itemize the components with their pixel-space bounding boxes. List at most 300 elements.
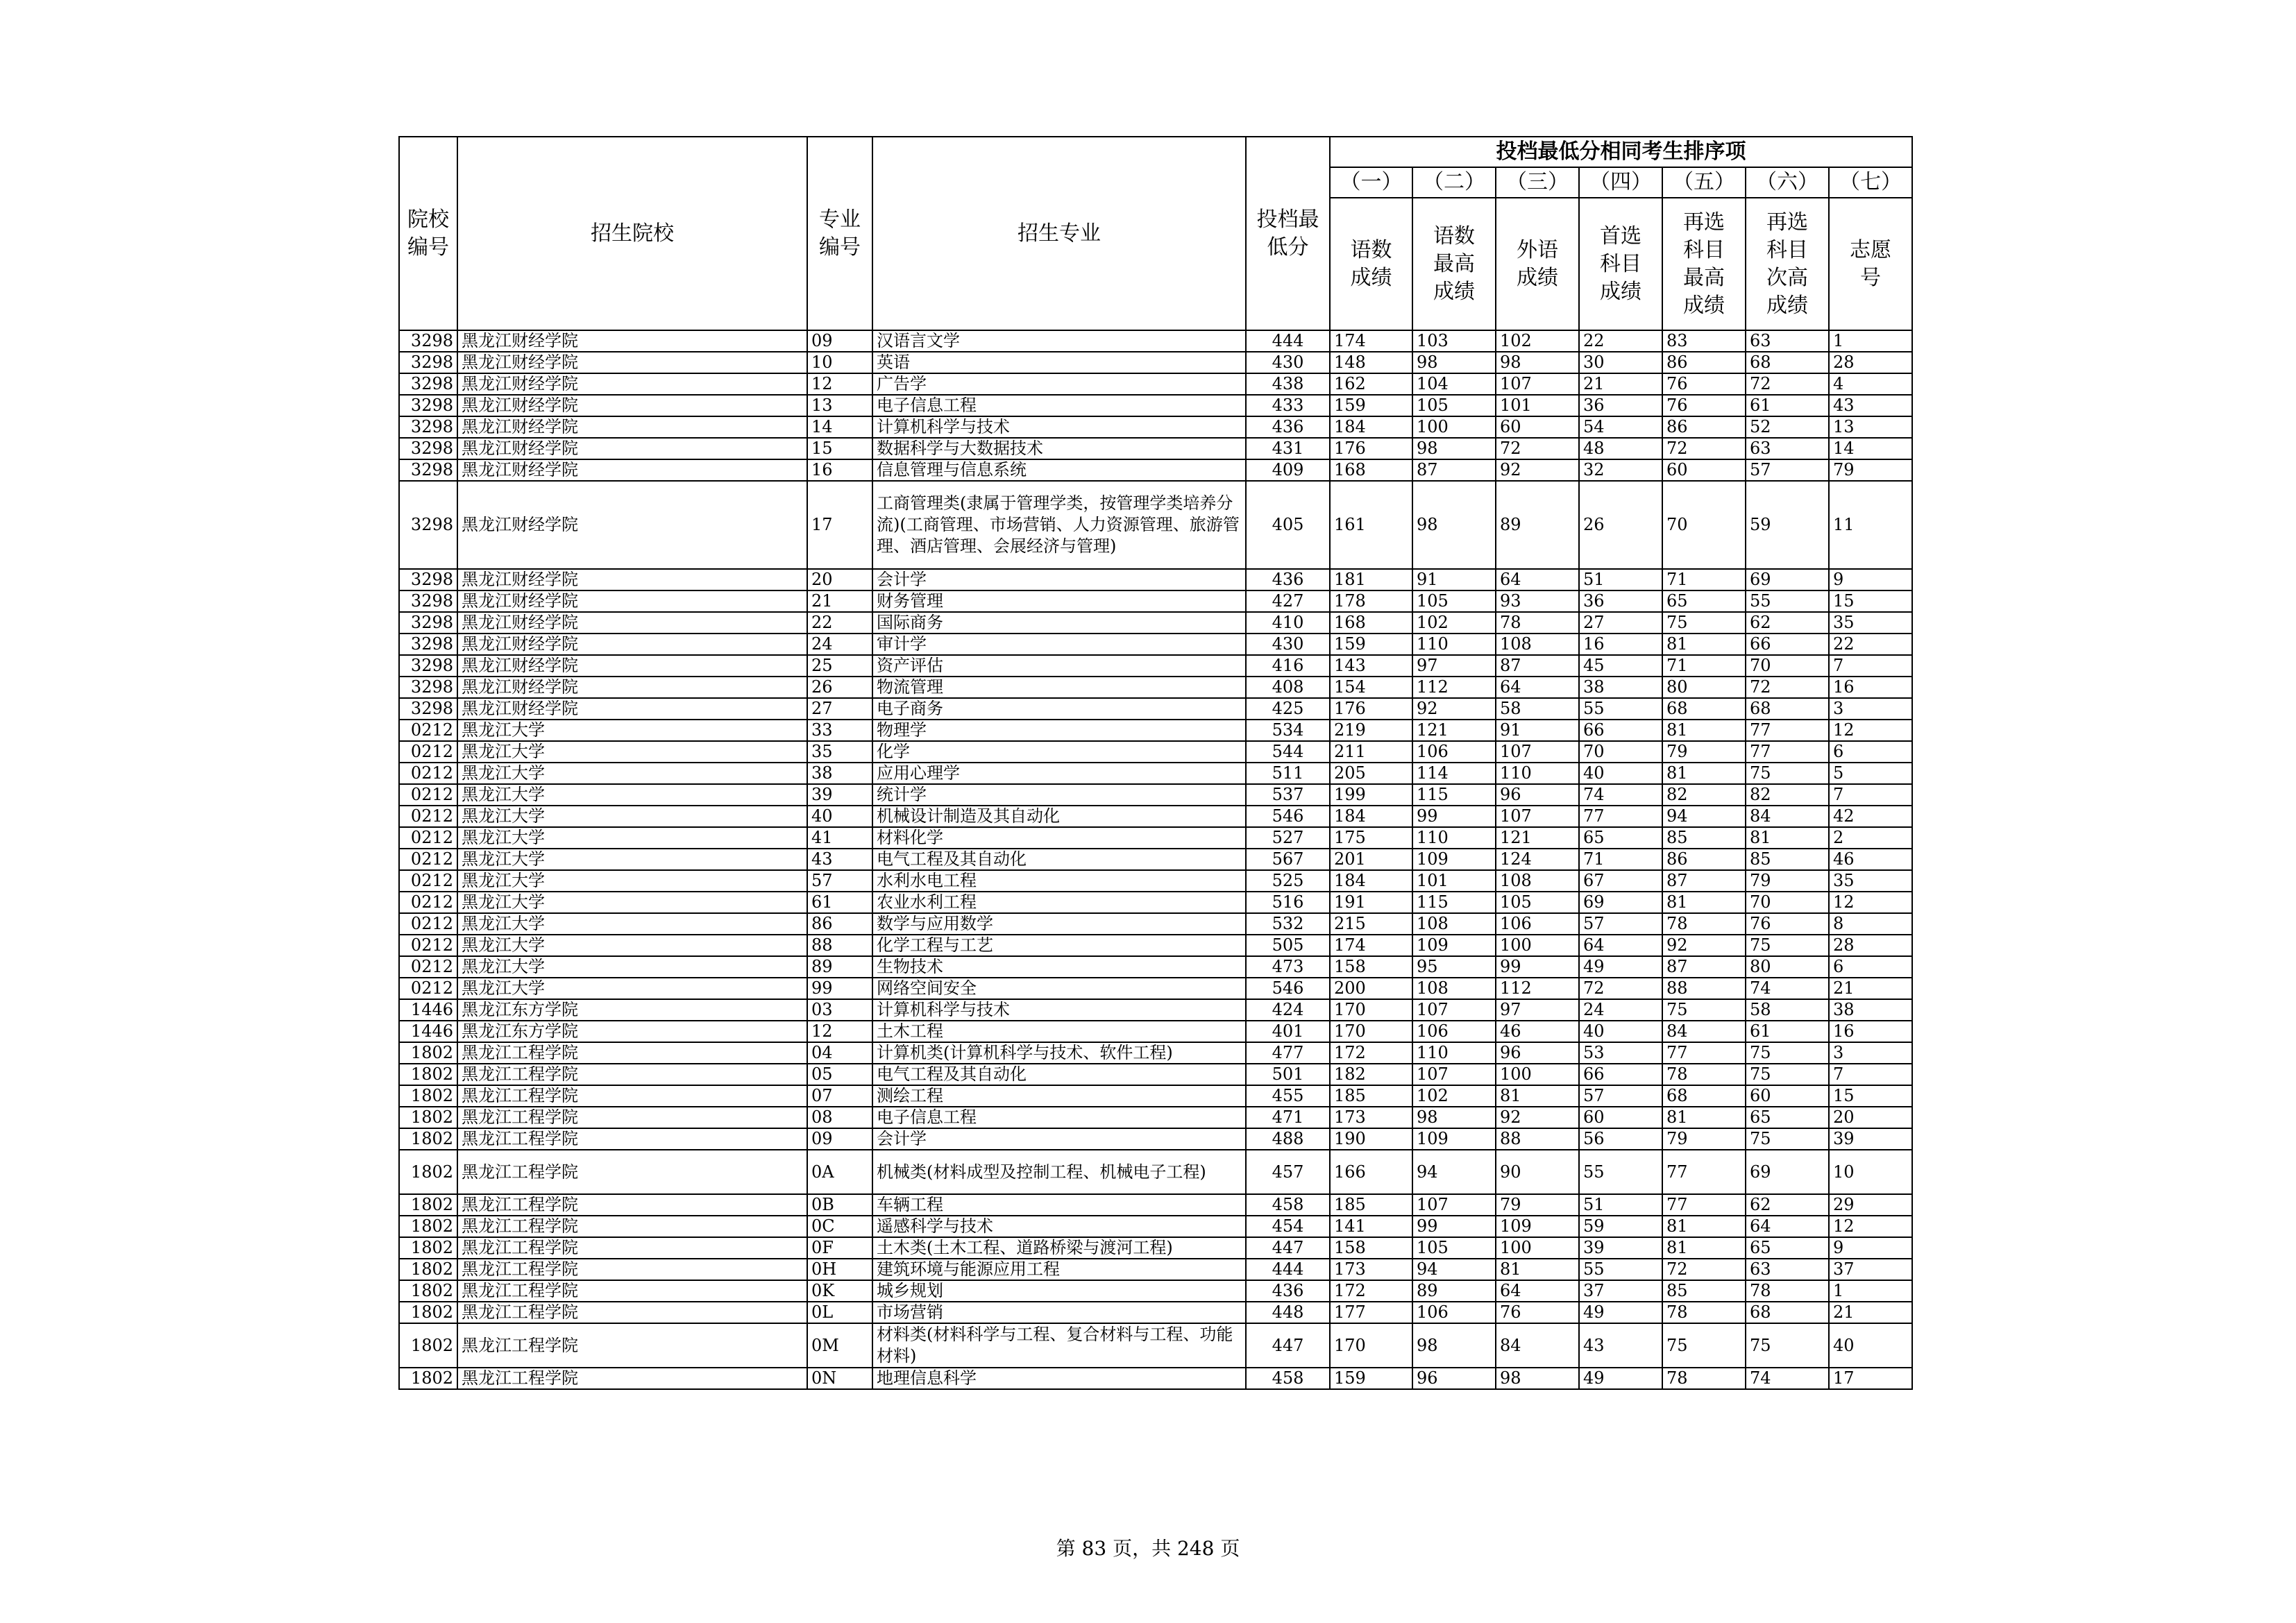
cell-school-name: 黑龙江大学: [457, 827, 807, 849]
cell-min-score: 405: [1246, 481, 1330, 569]
cell-min-score: 505: [1246, 935, 1330, 956]
cell-second-subject-max: 81: [1662, 763, 1746, 784]
cell-second-subject-max: 71: [1662, 569, 1746, 590]
cell-min-score: 424: [1246, 999, 1330, 1021]
cell-second-subject-max: 84: [1662, 1021, 1746, 1042]
cell-wish-no: 12: [1829, 720, 1912, 741]
cell-major-code: 0K: [807, 1280, 872, 1302]
cell-first-subject: 54: [1579, 416, 1662, 438]
cell-wish-no: 40: [1829, 1323, 1912, 1368]
cell-second-subject-max: 82: [1662, 784, 1746, 806]
table-row: [399, 330, 1912, 352]
cell-second-subject-next: 62: [1746, 612, 1829, 634]
cell-chinese-math: 143: [1330, 655, 1412, 677]
cell-chinese-math-max: 114: [1412, 763, 1496, 784]
cell-min-score: 457: [1246, 1150, 1330, 1194]
cell-school-name: 黑龙江财经学院: [457, 569, 807, 590]
cell-major-code: 14: [807, 416, 872, 438]
cell-major-code: 17: [807, 481, 872, 569]
cell-first-subject: 37: [1579, 1280, 1662, 1302]
cell-first-subject: 57: [1579, 1085, 1662, 1107]
cell-school-name: 黑龙江大学: [457, 978, 807, 999]
cell-wish-no: 39: [1829, 1128, 1912, 1150]
table-row: [399, 1150, 1912, 1194]
header-tiebreak-order-5: （五）: [1662, 167, 1746, 198]
table-row: [399, 1280, 1912, 1302]
cell-chinese-math: 205: [1330, 763, 1412, 784]
cell-min-score: 447: [1246, 1323, 1330, 1368]
cell-wish-no: 42: [1829, 806, 1912, 827]
cell-foreign-lang: 112: [1496, 978, 1579, 999]
cell-second-subject-next: 65: [1746, 1237, 1829, 1259]
cell-school-name: 黑龙江工程学院: [457, 1259, 807, 1280]
cell-second-subject-max: 79: [1662, 741, 1746, 763]
cell-school-name: 黑龙江财经学院: [457, 634, 807, 655]
cell-major-code: 86: [807, 913, 872, 935]
table-row: [399, 655, 1912, 677]
header-tiebreak-item-3: 外语成绩: [1496, 198, 1579, 330]
cell-chinese-math-max: 91: [1412, 569, 1496, 590]
cell-major-name: 材料类(材料科学与工程、复合材料与工程、功能材料): [872, 1323, 1246, 1368]
cell-major-name: 数学与应用数学: [872, 913, 1246, 935]
cell-wish-no: 11: [1829, 481, 1912, 569]
cell-major-code: 0M: [807, 1323, 872, 1368]
cell-first-subject: 55: [1579, 1150, 1662, 1194]
cell-second-subject-next: 75: [1746, 1042, 1829, 1064]
cell-min-score: 532: [1246, 913, 1330, 935]
cell-first-subject: 74: [1579, 784, 1662, 806]
cell-chinese-math-max: 99: [1412, 1216, 1496, 1237]
cell-foreign-lang: 97: [1496, 999, 1579, 1021]
cell-major-code: 38: [807, 763, 872, 784]
cell-min-score: 546: [1246, 806, 1330, 827]
header-tiebreak-order-1: （一）: [1330, 167, 1412, 198]
cell-school-name: 黑龙江大学: [457, 892, 807, 913]
cell-chinese-math: 170: [1330, 1323, 1412, 1368]
cell-major-code: 09: [807, 330, 872, 352]
header-min-score: 投档最低分: [1246, 137, 1330, 330]
cell-min-score: 473: [1246, 956, 1330, 978]
cell-school-code: 1802: [399, 1259, 457, 1280]
cell-major-name: 计算机类(计算机科学与技术、软件工程): [872, 1042, 1246, 1064]
cell-chinese-math: 170: [1330, 1021, 1412, 1042]
cell-first-subject: 55: [1579, 1259, 1662, 1280]
cell-school-name: 黑龙江工程学院: [457, 1368, 807, 1389]
cell-major-name: 应用心理学: [872, 763, 1246, 784]
cell-major-code: 99: [807, 978, 872, 999]
cell-second-subject-next: 74: [1746, 978, 1829, 999]
cell-second-subject-next: 81: [1746, 827, 1829, 849]
cell-chinese-math-max: 107: [1412, 999, 1496, 1021]
cell-chinese-math-max: 108: [1412, 913, 1496, 935]
cell-second-subject-next: 70: [1746, 892, 1829, 913]
cell-school-name: 黑龙江工程学院: [457, 1280, 807, 1302]
cell-wish-no: 9: [1829, 569, 1912, 590]
header-tiebreak-item-5: 再选科目最高成绩: [1662, 198, 1746, 330]
table-row: [399, 634, 1912, 655]
cell-second-subject-next: 65: [1746, 1107, 1829, 1128]
cell-major-name: 国际商务: [872, 612, 1246, 634]
cell-second-subject-max: 79: [1662, 1128, 1746, 1150]
cell-first-subject: 71: [1579, 849, 1662, 870]
cell-major-name: 统计学: [872, 784, 1246, 806]
cell-min-score: 436: [1246, 416, 1330, 438]
cell-wish-no: 35: [1829, 612, 1912, 634]
cell-chinese-math: 159: [1330, 1368, 1412, 1389]
cell-wish-no: 3: [1829, 1042, 1912, 1064]
cell-min-score: 409: [1246, 459, 1330, 481]
cell-foreign-lang: 106: [1496, 913, 1579, 935]
cell-first-subject: 21: [1579, 373, 1662, 395]
cell-school-code: 0212: [399, 913, 457, 935]
cell-second-subject-max: 94: [1662, 806, 1746, 827]
cell-school-name: 黑龙江工程学院: [457, 1042, 807, 1064]
cell-wish-no: 15: [1829, 590, 1912, 612]
cell-first-subject: 60: [1579, 1107, 1662, 1128]
cell-foreign-lang: 58: [1496, 698, 1579, 720]
cell-min-score: 444: [1246, 1259, 1330, 1280]
cell-school-name: 黑龙江财经学院: [457, 416, 807, 438]
cell-wish-no: 15: [1829, 1085, 1912, 1107]
cell-chinese-math: 185: [1330, 1194, 1412, 1216]
cell-school-code: 3298: [399, 352, 457, 373]
cell-second-subject-max: 77: [1662, 1042, 1746, 1064]
cell-major-code: 0H: [807, 1259, 872, 1280]
cell-wish-no: 21: [1829, 978, 1912, 999]
cell-chinese-math-max: 105: [1412, 395, 1496, 416]
cell-chinese-math-max: 105: [1412, 590, 1496, 612]
cell-school-code: 3298: [399, 395, 457, 416]
cell-second-subject-max: 86: [1662, 352, 1746, 373]
cell-major-code: 0L: [807, 1302, 872, 1323]
cell-second-subject-next: 79: [1746, 870, 1829, 892]
cell-school-name: 黑龙江工程学院: [457, 1302, 807, 1323]
cell-major-name: 测绘工程: [872, 1085, 1246, 1107]
cell-min-score: 401: [1246, 1021, 1330, 1042]
cell-second-subject-next: 61: [1746, 395, 1829, 416]
cell-foreign-lang: 107: [1496, 741, 1579, 763]
cell-school-code: 1802: [399, 1280, 457, 1302]
cell-chinese-math-max: 95: [1412, 956, 1496, 978]
cell-major-code: 20: [807, 569, 872, 590]
cell-second-subject-next: 63: [1746, 330, 1829, 352]
cell-foreign-lang: 110: [1496, 763, 1579, 784]
cell-second-subject-max: 92: [1662, 935, 1746, 956]
cell-wish-no: 7: [1829, 1064, 1912, 1085]
cell-chinese-math: 173: [1330, 1107, 1412, 1128]
cell-major-name: 市场营销: [872, 1302, 1246, 1323]
cell-major-code: 0A: [807, 1150, 872, 1194]
cell-school-code: 0212: [399, 870, 457, 892]
table-row: [399, 481, 1912, 569]
cell-school-code: 0212: [399, 784, 457, 806]
cell-wish-no: 16: [1829, 677, 1912, 698]
cell-chinese-math-max: 106: [1412, 1021, 1496, 1042]
cell-school-code: 3298: [399, 634, 457, 655]
cell-wish-no: 16: [1829, 1021, 1912, 1042]
cell-wish-no: 20: [1829, 1107, 1912, 1128]
cell-wish-no: 9: [1829, 1237, 1912, 1259]
cell-major-code: 05: [807, 1064, 872, 1085]
cell-first-subject: 40: [1579, 763, 1662, 784]
cell-major-name: 信息管理与信息系统: [872, 459, 1246, 481]
table-row: [399, 698, 1912, 720]
cell-foreign-lang: 92: [1496, 1107, 1579, 1128]
table-row: [399, 849, 1912, 870]
cell-major-code: 57: [807, 870, 872, 892]
cell-foreign-lang: 92: [1496, 459, 1579, 481]
cell-second-subject-max: 86: [1662, 849, 1746, 870]
cell-school-name: 黑龙江财经学院: [457, 612, 807, 634]
cell-school-name: 黑龙江工程学院: [457, 1128, 807, 1150]
cell-wish-no: 7: [1829, 784, 1912, 806]
cell-second-subject-max: 68: [1662, 698, 1746, 720]
cell-second-subject-next: 80: [1746, 956, 1829, 978]
cell-first-subject: 16: [1579, 634, 1662, 655]
cell-major-code: 22: [807, 612, 872, 634]
cell-second-subject-max: 86: [1662, 416, 1746, 438]
cell-first-subject: 65: [1579, 827, 1662, 849]
cell-chinese-math-max: 115: [1412, 892, 1496, 913]
cell-wish-no: 28: [1829, 935, 1912, 956]
cell-wish-no: 28: [1829, 352, 1912, 373]
cell-school-code: 0212: [399, 892, 457, 913]
cell-foreign-lang: 121: [1496, 827, 1579, 849]
cell-min-score: 501: [1246, 1064, 1330, 1085]
cell-chinese-math-max: 87: [1412, 459, 1496, 481]
cell-school-name: 黑龙江财经学院: [457, 330, 807, 352]
cell-foreign-lang: 124: [1496, 849, 1579, 870]
cell-chinese-math-max: 109: [1412, 935, 1496, 956]
cell-school-name: 黑龙江财经学院: [457, 677, 807, 698]
cell-wish-no: 2: [1829, 827, 1912, 849]
cell-school-code: 0212: [399, 741, 457, 763]
cell-min-score: 488: [1246, 1128, 1330, 1150]
cell-wish-no: 14: [1829, 438, 1912, 459]
cell-second-subject-max: 78: [1662, 1064, 1746, 1085]
cell-chinese-math-max: 106: [1412, 741, 1496, 763]
cell-foreign-lang: 90: [1496, 1150, 1579, 1194]
cell-school-code: 3298: [399, 677, 457, 698]
table-row: [399, 935, 1912, 956]
cell-chinese-math-max: 108: [1412, 978, 1496, 999]
admission-table: [398, 136, 1913, 1390]
cell-first-subject: 49: [1579, 1368, 1662, 1389]
cell-foreign-lang: 84: [1496, 1323, 1579, 1368]
cell-chinese-math: 219: [1330, 720, 1412, 741]
cell-major-code: 35: [807, 741, 872, 763]
cell-foreign-lang: 101: [1496, 395, 1579, 416]
cell-school-name: 黑龙江工程学院: [457, 1237, 807, 1259]
cell-second-subject-next: 70: [1746, 655, 1829, 677]
cell-second-subject-next: 61: [1746, 1021, 1829, 1042]
cell-major-name: 工商管理类(隶属于管理学类，按管理学类培养分流)(工商管理、市场营销、人力资源管理、旅游管理、酒店管理、会展经济与管理): [872, 481, 1246, 569]
cell-chinese-math-max: 94: [1412, 1259, 1496, 1280]
cell-second-subject-max: 75: [1662, 1323, 1746, 1368]
table-row: [399, 1064, 1912, 1085]
cell-school-code: 3298: [399, 416, 457, 438]
cell-school-name: 黑龙江大学: [457, 849, 807, 870]
cell-wish-no: 17: [1829, 1368, 1912, 1389]
cell-major-name: 水利水电工程: [872, 870, 1246, 892]
cell-min-score: 431: [1246, 438, 1330, 459]
cell-wish-no: 3: [1829, 698, 1912, 720]
cell-min-score: 471: [1246, 1107, 1330, 1128]
cell-school-code: 0212: [399, 935, 457, 956]
cell-second-subject-next: 72: [1746, 373, 1829, 395]
cell-first-subject: 36: [1579, 395, 1662, 416]
cell-foreign-lang: 76: [1496, 1302, 1579, 1323]
cell-major-name: 化学工程与工艺: [872, 935, 1246, 956]
cell-second-subject-max: 87: [1662, 956, 1746, 978]
cell-chinese-math-max: 101: [1412, 870, 1496, 892]
cell-foreign-lang: 100: [1496, 1237, 1579, 1259]
cell-second-subject-next: 85: [1746, 849, 1829, 870]
cell-school-name: 黑龙江工程学院: [457, 1194, 807, 1216]
cell-second-subject-next: 52: [1746, 416, 1829, 438]
cell-min-score: 410: [1246, 612, 1330, 634]
cell-min-score: 455: [1246, 1085, 1330, 1107]
cell-school-code: 3298: [399, 612, 457, 634]
cell-chinese-math: 215: [1330, 913, 1412, 935]
cell-school-name: 黑龙江大学: [457, 763, 807, 784]
cell-wish-no: 46: [1829, 849, 1912, 870]
cell-school-name: 黑龙江工程学院: [457, 1107, 807, 1128]
cell-second-subject-next: 59: [1746, 481, 1829, 569]
cell-chinese-math: 161: [1330, 481, 1412, 569]
cell-first-subject: 24: [1579, 999, 1662, 1021]
cell-school-code: 1802: [399, 1107, 457, 1128]
cell-foreign-lang: 102: [1496, 330, 1579, 352]
cell-second-subject-max: 76: [1662, 395, 1746, 416]
cell-second-subject-next: 84: [1746, 806, 1829, 827]
cell-chinese-math-max: 97: [1412, 655, 1496, 677]
cell-wish-no: 6: [1829, 741, 1912, 763]
cell-major-code: 12: [807, 373, 872, 395]
table-body: [399, 330, 1912, 1389]
cell-foreign-lang: 46: [1496, 1021, 1579, 1042]
cell-chinese-math: 177: [1330, 1302, 1412, 1323]
table-row: [399, 784, 1912, 806]
cell-school-code: 3298: [399, 373, 457, 395]
cell-first-subject: 51: [1579, 1194, 1662, 1216]
cell-first-subject: 39: [1579, 1237, 1662, 1259]
cell-min-score: 433: [1246, 395, 1330, 416]
cell-wish-no: 13: [1829, 416, 1912, 438]
table-row: [399, 1216, 1912, 1237]
cell-chinese-math: 168: [1330, 612, 1412, 634]
cell-foreign-lang: 60: [1496, 416, 1579, 438]
header-tiebreak-order-2: （二）: [1412, 167, 1496, 198]
table-row: [399, 1259, 1912, 1280]
header-tiebreak-item-7: 志愿号: [1829, 198, 1912, 330]
cell-first-subject: 26: [1579, 481, 1662, 569]
cell-second-subject-next: 62: [1746, 1194, 1829, 1216]
cell-wish-no: 38: [1829, 999, 1912, 1021]
cell-school-code: 3298: [399, 655, 457, 677]
cell-min-score: 436: [1246, 569, 1330, 590]
cell-chinese-math-max: 109: [1412, 849, 1496, 870]
cell-chinese-math: 158: [1330, 956, 1412, 978]
cell-chinese-math: 141: [1330, 1216, 1412, 1237]
cell-min-score: 438: [1246, 373, 1330, 395]
cell-second-subject-max: 76: [1662, 373, 1746, 395]
cell-school-code: 1802: [399, 1042, 457, 1064]
cell-major-name: 遥感科学与技术: [872, 1216, 1246, 1237]
cell-second-subject-next: 77: [1746, 720, 1829, 741]
cell-first-subject: 49: [1579, 1302, 1662, 1323]
cell-major-name: 电子信息工程: [872, 1107, 1246, 1128]
cell-foreign-lang: 108: [1496, 634, 1579, 655]
cell-second-subject-max: 78: [1662, 1302, 1746, 1323]
cell-wish-no: 6: [1829, 956, 1912, 978]
cell-first-subject: 45: [1579, 655, 1662, 677]
cell-major-code: 15: [807, 438, 872, 459]
cell-chinese-math: 159: [1330, 634, 1412, 655]
cell-major-name: 财务管理: [872, 590, 1246, 612]
cell-chinese-math: 184: [1330, 806, 1412, 827]
cell-chinese-math: 170: [1330, 999, 1412, 1021]
table-row: [399, 913, 1912, 935]
cell-chinese-math-max: 115: [1412, 784, 1496, 806]
cell-foreign-lang: 100: [1496, 935, 1579, 956]
cell-major-code: 0F: [807, 1237, 872, 1259]
cell-chinese-math-max: 98: [1412, 352, 1496, 373]
cell-second-subject-next: 82: [1746, 784, 1829, 806]
cell-school-code: 0212: [399, 849, 457, 870]
cell-school-name: 黑龙江工程学院: [457, 1064, 807, 1085]
cell-chinese-math-max: 103: [1412, 330, 1496, 352]
cell-second-subject-next: 75: [1746, 763, 1829, 784]
cell-second-subject-max: 68: [1662, 1085, 1746, 1107]
cell-second-subject-next: 69: [1746, 1150, 1829, 1194]
cell-second-subject-next: 75: [1746, 1323, 1829, 1368]
table-header: [399, 137, 1912, 330]
cell-first-subject: 70: [1579, 741, 1662, 763]
cell-chinese-math: 158: [1330, 1237, 1412, 1259]
cell-chinese-math-max: 109: [1412, 1128, 1496, 1150]
cell-foreign-lang: 89: [1496, 481, 1579, 569]
cell-school-code: 1802: [399, 1064, 457, 1085]
cell-school-code: 3298: [399, 459, 457, 481]
cell-foreign-lang: 108: [1496, 870, 1579, 892]
cell-school-code: 1802: [399, 1216, 457, 1237]
cell-second-subject-max: 78: [1662, 1368, 1746, 1389]
cell-second-subject-next: 66: [1746, 634, 1829, 655]
table-row: [399, 569, 1912, 590]
header-major-name: 招生专业: [872, 137, 1246, 330]
cell-first-subject: 51: [1579, 569, 1662, 590]
cell-school-name: 黑龙江大学: [457, 870, 807, 892]
cell-second-subject-max: 70: [1662, 481, 1746, 569]
cell-school-code: 1446: [399, 999, 457, 1021]
cell-foreign-lang: 87: [1496, 655, 1579, 677]
cell-chinese-math: 159: [1330, 395, 1412, 416]
cell-min-score: 534: [1246, 720, 1330, 741]
cell-major-name: 化学: [872, 741, 1246, 763]
table-row: [399, 1128, 1912, 1150]
cell-second-subject-max: 85: [1662, 827, 1746, 849]
cell-wish-no: 43: [1829, 395, 1912, 416]
cell-wish-no: 1: [1829, 1280, 1912, 1302]
cell-first-subject: 27: [1579, 612, 1662, 634]
cell-chinese-math: 172: [1330, 1042, 1412, 1064]
cell-foreign-lang: 107: [1496, 373, 1579, 395]
cell-chinese-math: 174: [1330, 935, 1412, 956]
cell-major-name: 英语: [872, 352, 1246, 373]
cell-wish-no: 35: [1829, 870, 1912, 892]
cell-second-subject-next: 75: [1746, 935, 1829, 956]
